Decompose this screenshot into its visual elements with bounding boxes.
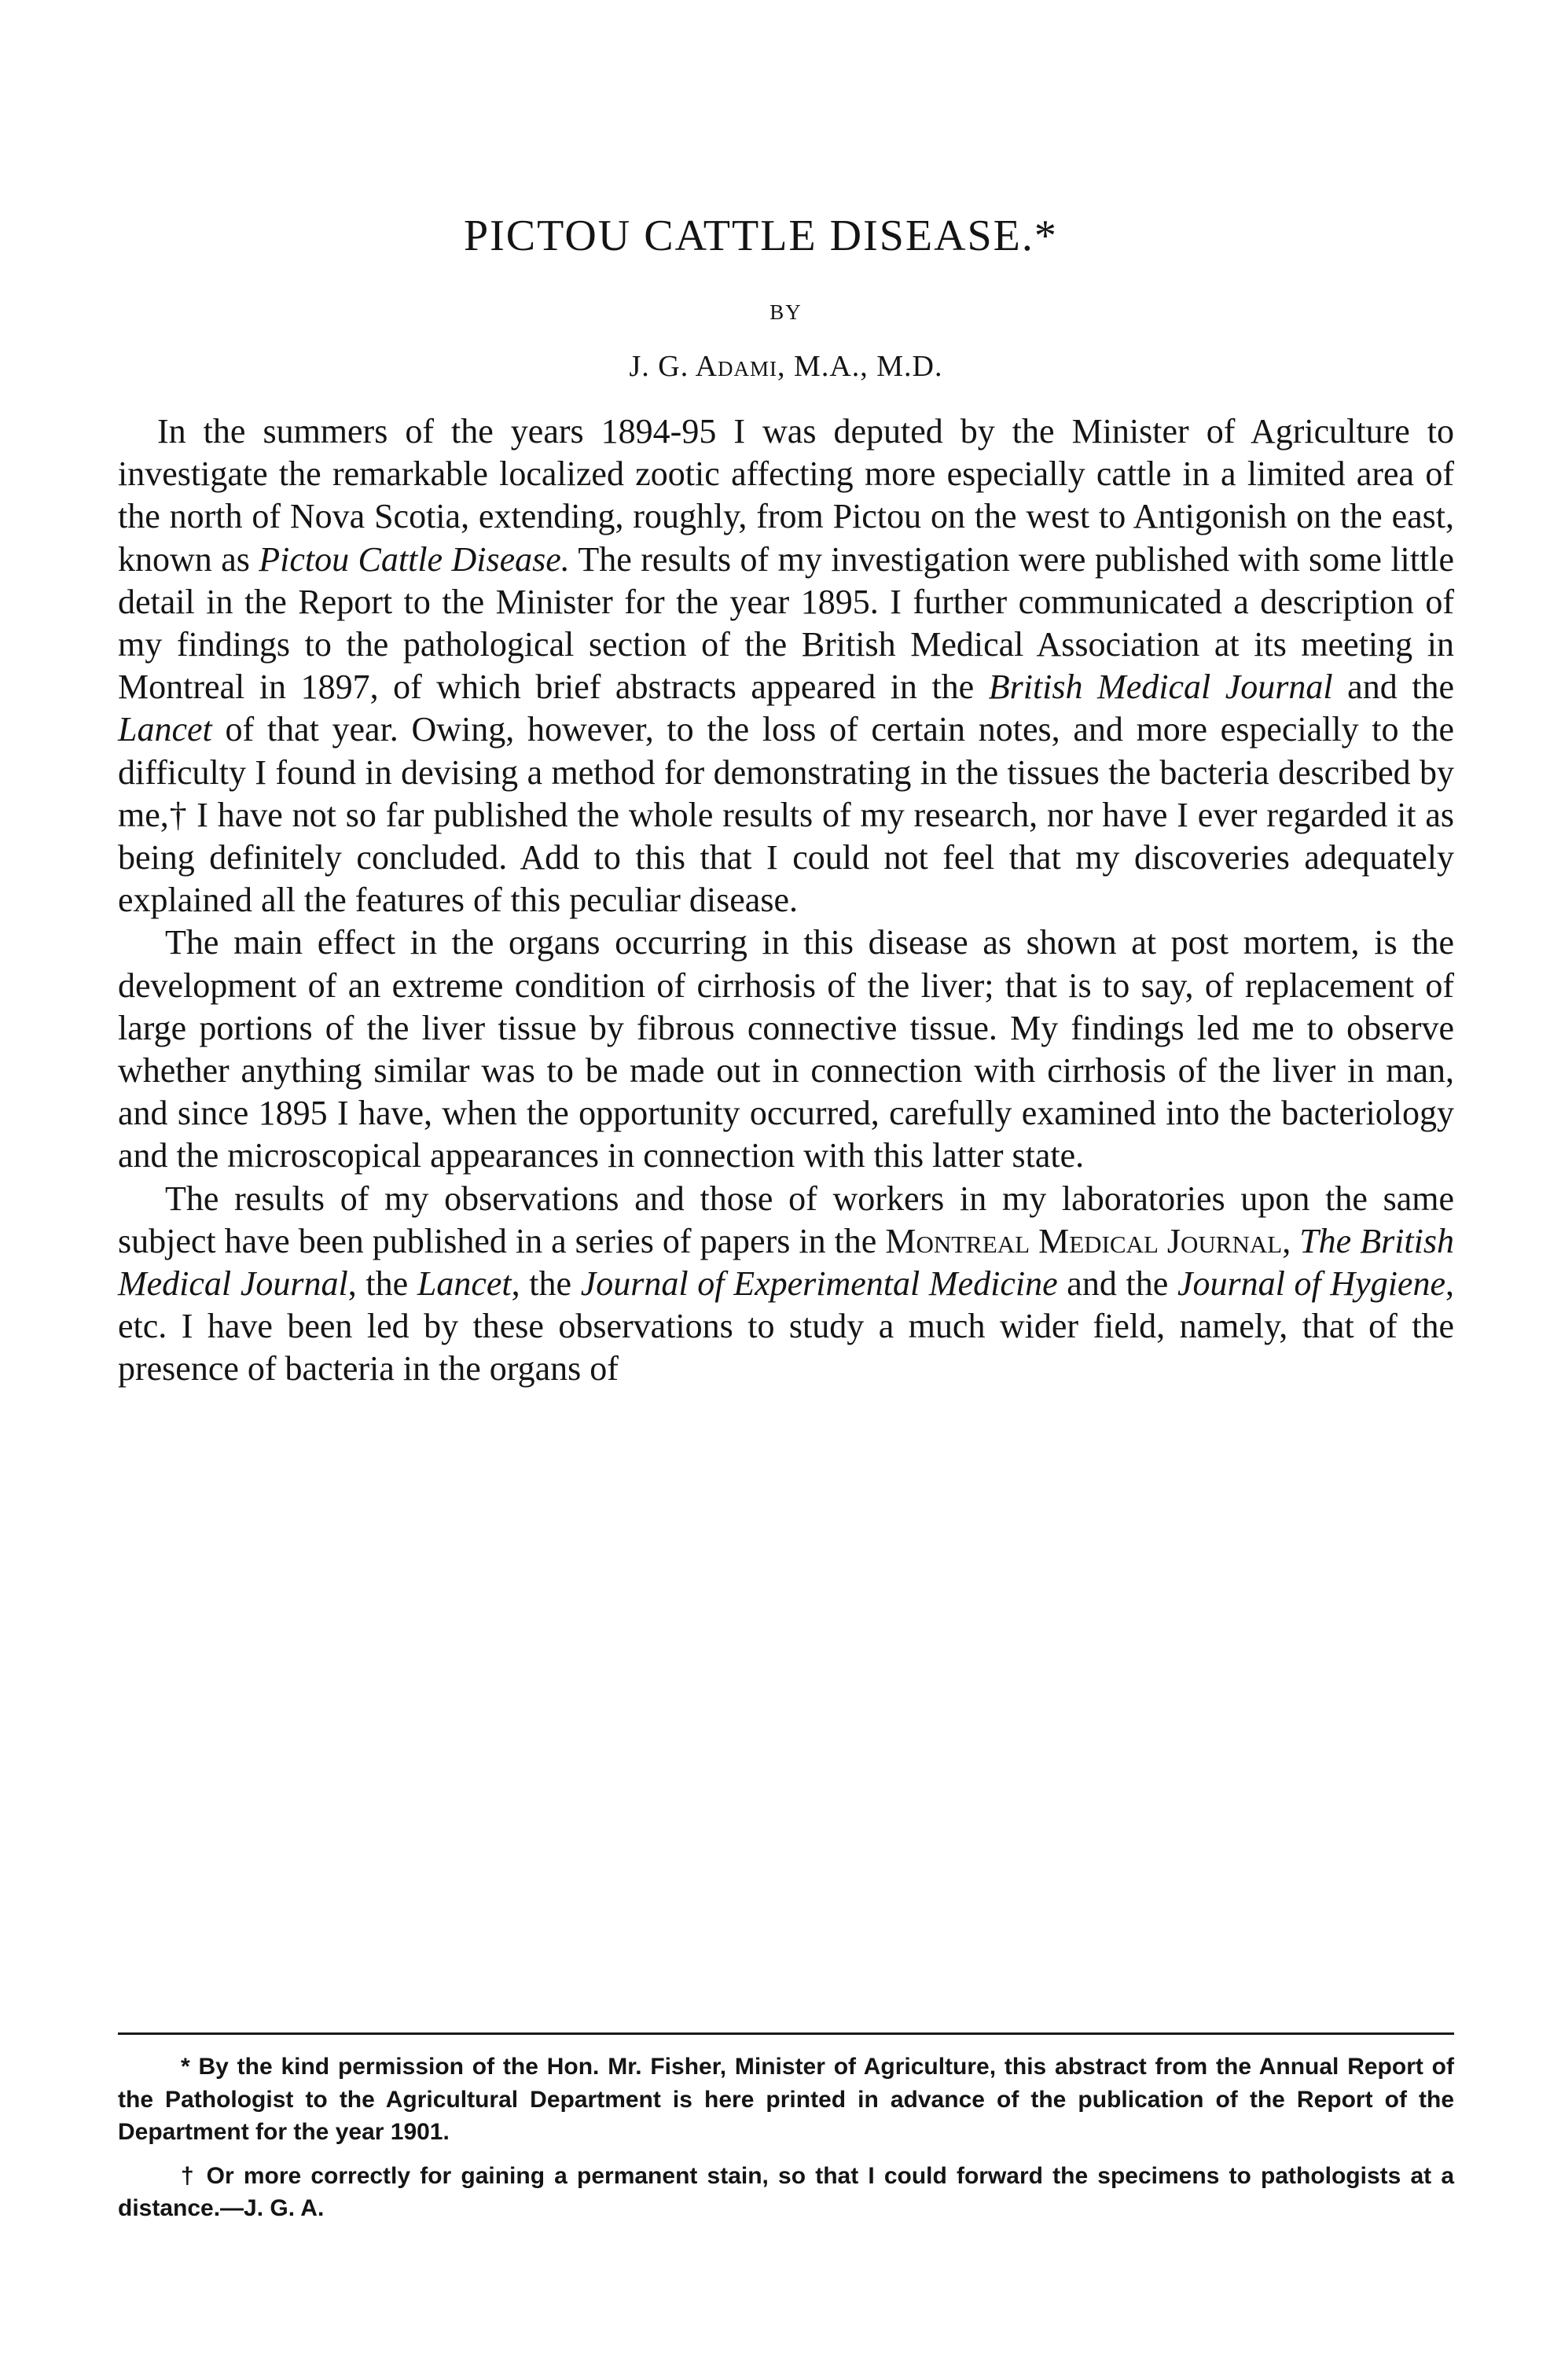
title-footnote-mark: * [1034, 212, 1058, 260]
footnotes [118, 2051, 1454, 2236]
article-title [464, 211, 1058, 261]
dagger-footnote-mark: † [168, 795, 188, 834]
paragraph-2: The main effect in the organs occurring in this disease as shown at post mortem, is the development of an extreme condition of cirrhosis of the liver; that is to say, of replacement of large portions of the liver tissue by fibrous connective tissue. My findings led me to observe whether anything similar was to be made out in connection with cirrhosis of the liver in man, and since 1895 I have, when the opportunity occurred, carefully examined into the bacteriology and the microscopical appearances in connection with this latter state. [118, 923, 1454, 1175]
footnote-rule [118, 2032, 1454, 2035]
p1-text-5: I have not so far published the whole results of my research, nor have I ever regarded it as being definitely concluded. Add to this that I could not feel that my discoveries adequately explained all the features of this peculiar disease. [118, 795, 1455, 920]
p3-italic-lancet: Lancet [417, 1264, 512, 1304]
p1-text-3: and the [1332, 668, 1454, 707]
author-name: J. G. Adami, M.A., M.D. [629, 350, 943, 383]
byline: BY [769, 300, 803, 324]
p1-italic-disease-name: Pictou Cattle Disease. [259, 539, 570, 579]
p3-text-6: , etc. I have been led by these observations to study a much wider field, namely, that of the presence of bacteria in the organs of [118, 1264, 1454, 1389]
article-title-text: PICTOU CATTLE DISEASE. [464, 212, 1034, 260]
p1-text-4: of that year. Owing, however, to the loss of certain notes, and more especially to the difficulty I found in devising a method for demonstrating in the tissues the bacteria described by me, [118, 710, 1454, 834]
p3-text-4: , the [511, 1264, 581, 1304]
p3-text-5: and the [1057, 1264, 1177, 1304]
p3-italic-bmj: The British Medical Journal [118, 1221, 1455, 1304]
p1-text-2: The results of my investigation were published with some little detail in the Report to the Minister for the year 1895. I further communicated a description of my findings to the pathological section of the British Medical Association at its meeting in Montreal in 1897, of which brief abstracts appeared in the [118, 539, 1454, 707]
p3-smallcaps-journal: Montreal Medical Journal [885, 1221, 1283, 1260]
article-body [118, 410, 1454, 1391]
p1-italic-bmj: British Medical Journal [988, 668, 1333, 707]
p3-text-1: The results of my observations and those of workers in my laboratories upon the same subject have been published in a series of papers in the [118, 1179, 1454, 1260]
p3-italic-jem: Journal of Experimental Medicine [580, 1264, 1058, 1304]
footnote-asterisk: * By the kind permission of the Hon. Mr. Fisher, Minister of Agriculture, this abstract from the Annual Report of the Pathologist to the Agricultural Department is here printed in advance of the publication of the Report of the Department for the year 1901. [118, 2054, 1454, 2145]
p1-italic-lancet: Lancet [118, 710, 212, 749]
paragraph-3 [118, 1178, 1454, 1391]
p3-text-2: , [1282, 1221, 1300, 1260]
p3-text-3: , the [347, 1264, 417, 1304]
p1-text-1: In the summers of the years 1894-95 I was deputed by the Minister of Agriculture to investigate the remarkable localized zootic affecting more especially cattle in a limited area of the north of Nova Scotia, extending, roughly, from Pictou on the west to Antigonish on the east, known as [118, 412, 1454, 579]
p3-italic-hygiene: Journal of Hygiene [1177, 1264, 1445, 1304]
footnote-dagger: † Or more correctly for gaining a permanent stain, so that I could forward the specimens to pathologists at a distance.—J. G. A. [118, 2162, 1454, 2221]
paragraph-1 [118, 410, 1454, 921]
